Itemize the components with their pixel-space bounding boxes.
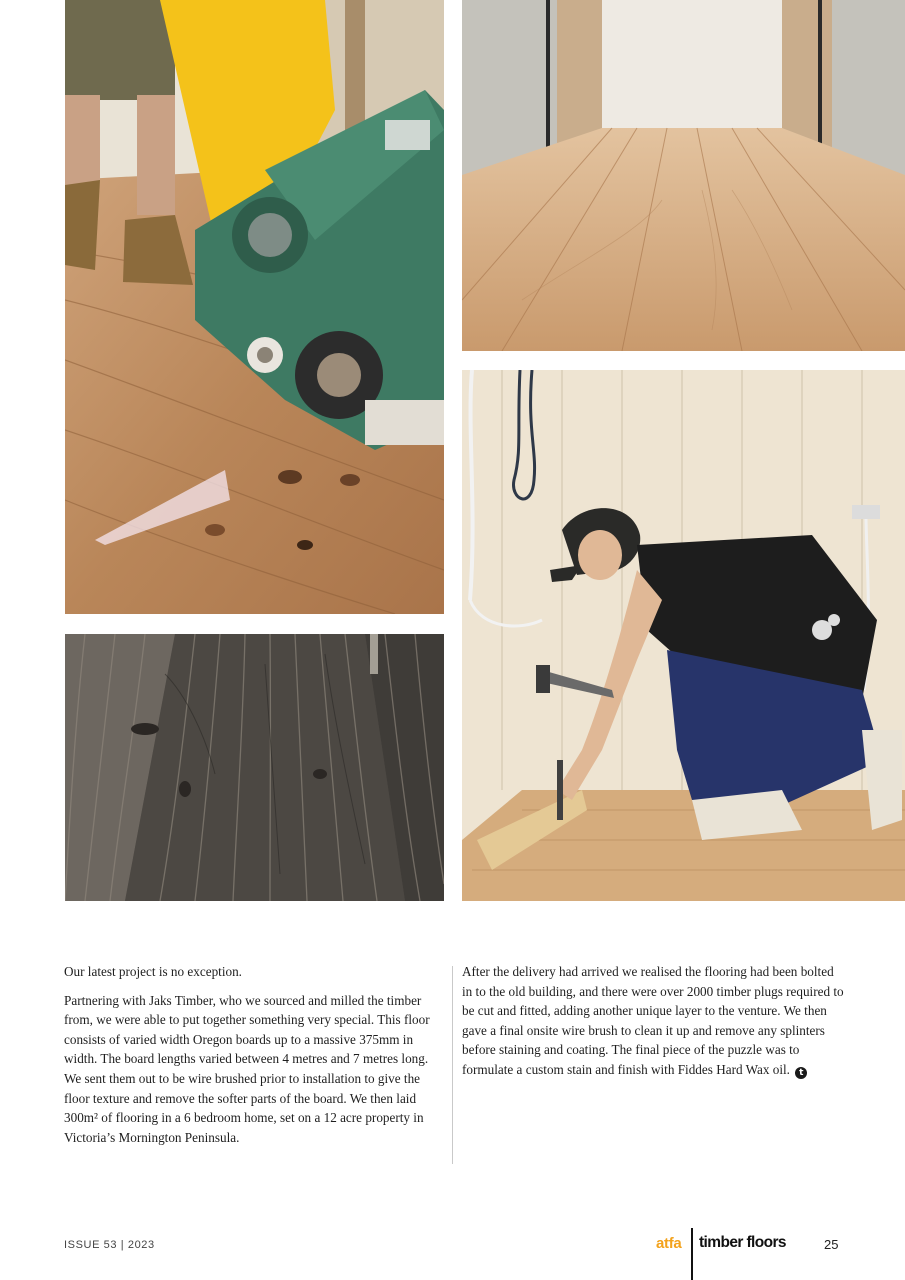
issue-label: ISSUE 53 | 2023	[64, 1239, 155, 1251]
article-paragraph-text: After the delivery had arrived we realised the flooring had been bolted in to the old building, and there were over 2000 timber plugs required to be cut and fitted, adding another unique layer to the venture. We then gave a final onsite wire brush to clean it up and remove any splinters before staining and coating. The final piece of the puzzle was to formulate a custom stain and finish with Fiddes Hard Wax oil.	[462, 964, 844, 1077]
column-divider	[452, 966, 453, 1164]
atfa-logo: atfa	[656, 1235, 682, 1252]
article-column-left	[64, 962, 442, 1156]
article-paragraph: Our latest project is no exception.	[64, 964, 242, 979]
photo-installer-fitting-plugs	[462, 370, 905, 901]
photo-floor-sanding	[65, 0, 444, 614]
photo-wire-brushed-texture	[65, 634, 444, 901]
end-of-article-icon: t	[795, 1067, 807, 1079]
page-number: 25	[824, 1237, 839, 1252]
footer-divider	[691, 1228, 693, 1280]
article-column-right	[462, 962, 846, 1089]
article-paragraph	[462, 962, 846, 1080]
photo-hallway-floor	[462, 0, 905, 351]
article-paragraph: Partnering with Jaks Timber, who we sourced and milled the timber from, we were able to put together something very special. This floor consists of varied width Oregon boards up to a massive 375mm in width. The board lengths varied between 4 metres and 7 metres long. We sent them out to be wire brushed prior to installation to give the floor texture and remove the softer parts of the board. We then laid 300m² of flooring in a 6 bedroom home, set on a 12 acre property in Victoria’s Mornington Peninsula.	[64, 992, 430, 1145]
magazine-title: timber floors	[699, 1234, 786, 1251]
